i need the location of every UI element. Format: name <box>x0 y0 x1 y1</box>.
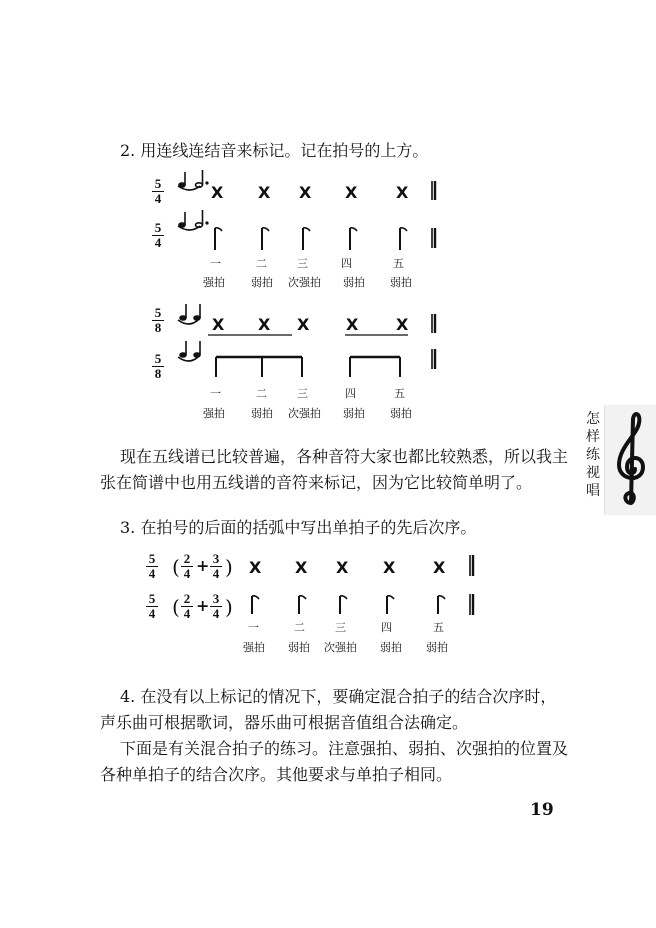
page-number: 19 <box>530 800 554 820</box>
side-label: 怎样练视唱 <box>586 411 600 499</box>
beat-label: 弱拍 <box>390 407 412 420</box>
time-signature: 5 4 <box>152 178 164 205</box>
beat-count: 四 <box>381 621 392 634</box>
beat-label: 弱拍 <box>380 641 402 654</box>
close-paren: ) <box>225 555 233 579</box>
beat-count: 五 <box>433 621 444 634</box>
beat-count: 四 <box>345 387 356 400</box>
beat-label: 强拍 <box>243 641 265 654</box>
beat-label: 弱拍 <box>390 276 412 289</box>
beat-count: 二 <box>294 621 305 634</box>
note-x: X <box>346 315 359 334</box>
note-x: X <box>249 558 262 577</box>
note-x: X <box>396 183 409 202</box>
beat-count: 一 <box>210 257 221 270</box>
sub-time-signature: 2 4 <box>181 553 193 580</box>
beat-count: 三 <box>335 621 346 634</box>
example-1-marks <box>178 170 435 250</box>
beat-label: 强拍 <box>203 276 225 289</box>
beat-label: 次强拍 <box>288 276 321 289</box>
time-signature: 5 4 <box>146 593 158 620</box>
treble-clef-icon <box>605 405 656 515</box>
beat-count: 一 <box>248 621 259 634</box>
beat-count: 四 <box>341 257 352 270</box>
beat-label: 次强拍 <box>324 641 357 654</box>
example-3-marks <box>252 555 473 615</box>
note-x: X <box>297 315 310 334</box>
paragraph-5: 下面是有关混合拍子的练习。注意强拍、弱拍、次强拍的位置及各种单拍子的结合次序。其他要求与单拍子相同。 <box>100 739 569 784</box>
note-x: X <box>396 315 409 334</box>
sub-time-signature: 2 4 <box>181 593 193 620</box>
sub-time-signature: 3 4 <box>210 553 222 580</box>
paragraph-2: 现在五线谱已比较普遍，各种音符大家也都比较熟悉，所以我主张在简谱中也用五线谱的音符来标记，因为它比较简单明了。 <box>100 447 569 492</box>
plus-sign: + <box>196 556 210 575</box>
note-x: X <box>212 315 225 334</box>
example-2-marks <box>178 304 435 377</box>
beat-count: 二 <box>256 387 267 400</box>
note-x: X <box>295 558 308 577</box>
close-paren: ) <box>225 595 233 619</box>
time-signature: 5 8 <box>152 353 164 380</box>
note-x: X <box>345 183 358 202</box>
note-x: X <box>336 558 349 577</box>
beat-label: 弱拍 <box>251 276 273 289</box>
note-x: X <box>299 183 312 202</box>
beat-label: 弱拍 <box>288 641 310 654</box>
beat-label: 强拍 <box>203 407 225 420</box>
beat-count: 三 <box>297 387 308 400</box>
paragraph-4: 4. 在没有以上标记的情况下，要确定混合拍子的结合次序时，声乐曲可根据歌词，器乐曲可根据音值组合法确定。 <box>100 687 557 732</box>
beat-count: 二 <box>256 257 267 270</box>
beat-count: 一 <box>210 387 221 400</box>
note-x: X <box>258 183 271 202</box>
note-x: X <box>258 315 271 334</box>
open-paren: ( <box>172 595 180 619</box>
beat-count: 五 <box>394 387 405 400</box>
paragraph-3: 3. 在拍号的后面的括弧中写出单拍子的先后次序。 <box>120 518 477 537</box>
beat-label: 弱拍 <box>343 407 365 420</box>
paragraph-1: 2. 用连线连结音来标记。记在拍号的上方。 <box>120 141 429 160</box>
note-x: X <box>383 558 396 577</box>
plus-sign: + <box>196 596 210 615</box>
beat-count: 五 <box>393 257 404 270</box>
beat-count: 三 <box>297 257 308 270</box>
beat-label: 次强拍 <box>288 407 321 420</box>
side-tab <box>604 405 656 515</box>
time-signature: 5 4 <box>152 222 164 249</box>
beat-label: 弱拍 <box>426 641 448 654</box>
time-signature: 5 4 <box>146 553 158 580</box>
note-x: X <box>211 183 224 202</box>
beat-label: 弱拍 <box>343 276 365 289</box>
time-signature: 5 8 <box>152 307 164 334</box>
note-x: X <box>433 558 446 577</box>
open-paren: ( <box>172 555 180 579</box>
sub-time-signature: 3 4 <box>210 593 222 620</box>
beat-label: 弱拍 <box>251 407 273 420</box>
